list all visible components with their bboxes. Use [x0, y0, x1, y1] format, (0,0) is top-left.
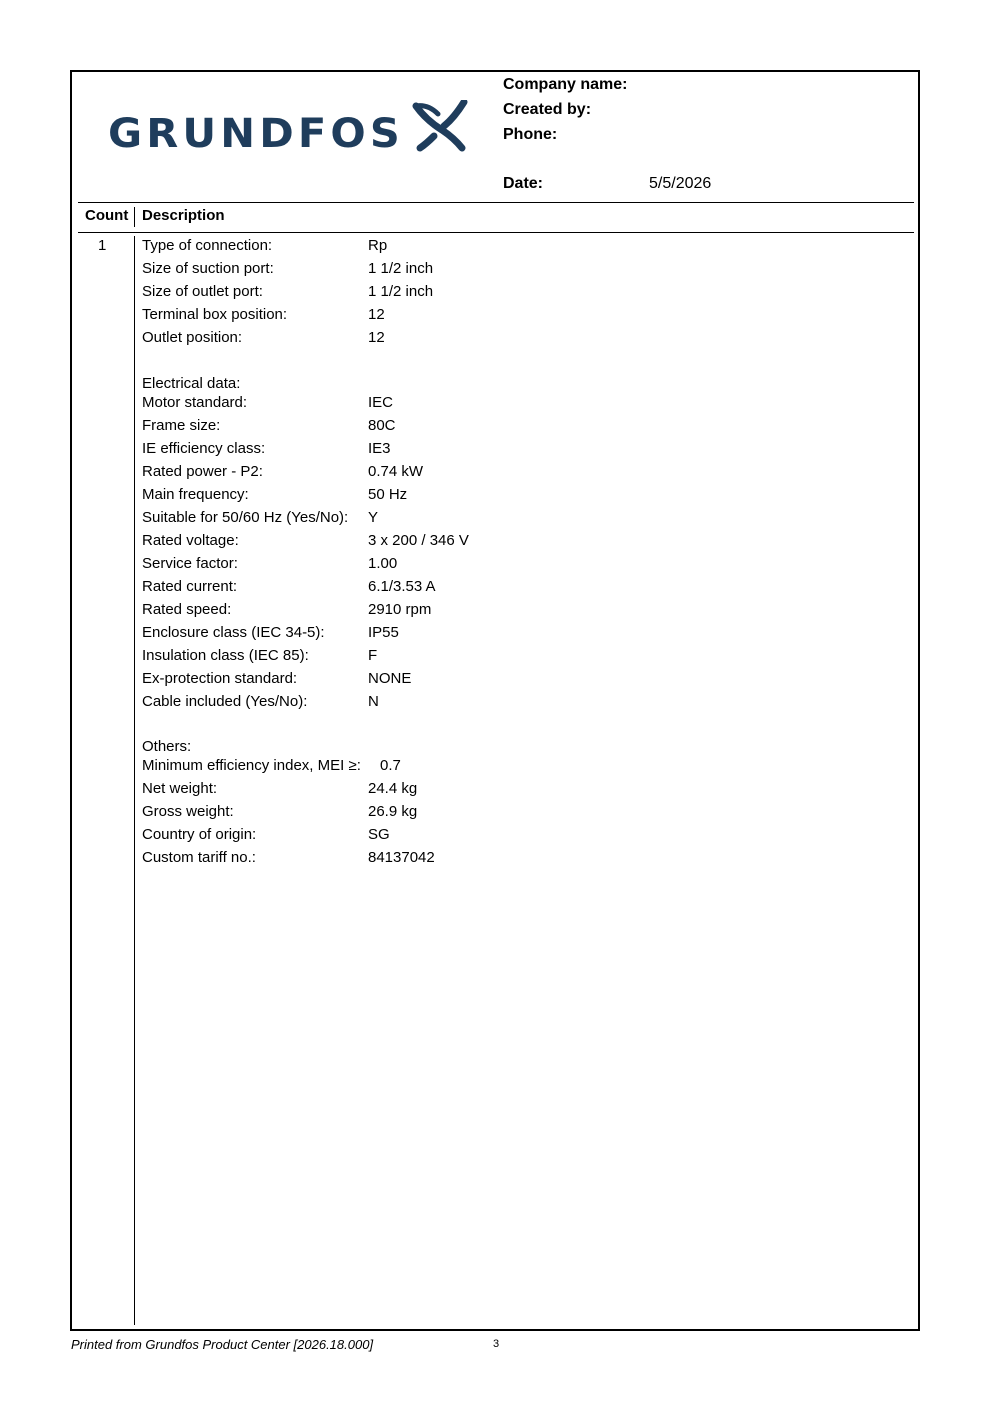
spec-label: Type of connection:: [142, 237, 273, 254]
spec-value: 1 1/2 inch: [368, 260, 434, 277]
date-value: 5/5/2026: [649, 175, 712, 192]
logo-x-symbol-icon: [416, 102, 464, 148]
spec-value: 6.1/3.53 A: [368, 578, 436, 595]
company-name-label: Company name:: [503, 76, 628, 93]
logo-wordmark: GRUNDFOS: [108, 111, 404, 154]
spec-value: Y: [368, 509, 379, 526]
count-column-header: Count: [85, 207, 129, 224]
spec-label: Insulation class (IEC 85):: [142, 647, 309, 664]
phone-label: Phone:: [503, 126, 558, 143]
spec-label: Cable included (Yes/No):: [142, 693, 308, 710]
spec-label: Rated current:: [142, 578, 238, 595]
spec-label: Rated voltage:: [142, 532, 239, 549]
spec-value: IE3: [368, 440, 391, 457]
table-header-divider: [78, 232, 914, 233]
spec-value: F: [368, 647, 378, 664]
spec-label: Size of suction port:: [142, 260, 274, 277]
spec-label: Minimum efficiency index, MEI ≥:: [142, 757, 361, 774]
spec-label: Service factor:: [142, 555, 238, 572]
spec-label: Ex-protection standard:: [142, 670, 298, 687]
created-by-label: Created by:: [503, 101, 592, 118]
description-column-header: Description: [142, 207, 225, 224]
spec-label: Size of outlet port:: [142, 283, 263, 300]
spec-label: Country of origin:: [142, 826, 257, 843]
spec-value: NONE: [368, 670, 412, 687]
spec-value: 3 x 200 / 346 V: [368, 532, 469, 549]
page-number: 3: [493, 1338, 500, 1350]
spec-value: 26.9 kg: [368, 803, 418, 820]
spec-label: Enclosure class (IEC 34-5):: [142, 624, 325, 641]
spec-label: Suitable for 50/60 Hz (Yes/No):: [142, 509, 349, 526]
spec-label: Frame size:: [142, 417, 221, 434]
spec-value: IEC: [368, 394, 394, 411]
spec-value: 50 Hz: [368, 486, 408, 503]
spec-label: Net weight:: [142, 780, 218, 797]
date-label: Date:: [503, 175, 544, 192]
spec-label: Terminal box position:: [142, 306, 288, 323]
spec-value: 80C: [368, 417, 396, 434]
others-section-title: Others:: [142, 738, 192, 755]
spec-value: 1 1/2 inch: [368, 283, 434, 300]
spec-label: Motor standard:: [142, 394, 248, 411]
column-separator: [134, 236, 135, 1325]
grundfos-logo: [108, 100, 468, 154]
spec-label: IE efficiency class:: [142, 440, 266, 457]
spec-label: Custom tariff no.:: [142, 849, 256, 866]
spec-value: 12: [368, 306, 385, 323]
spec-value: 1.00: [368, 555, 398, 572]
spec-value: 2910 rpm: [368, 601, 432, 618]
spec-value: 0.74 kW: [368, 463, 424, 480]
column-header-separator: [134, 207, 135, 227]
spec-value: IP55: [368, 624, 399, 641]
count-value: 1: [98, 237, 107, 254]
spec-value: N: [368, 693, 379, 710]
spec-label: Rated power - P2:: [142, 463, 263, 480]
spec-value: 84137042: [368, 849, 435, 866]
electrical-section-title: Electrical data:: [142, 375, 241, 392]
spec-value: 24.4 kg: [368, 780, 418, 797]
printed-from-footer: Printed from Grundfos Product Center [2026.18.000]: [71, 1337, 374, 1352]
spec-label: Rated speed:: [142, 601, 232, 618]
spec-value: SG: [368, 826, 390, 843]
spec-value: Rp: [368, 237, 388, 254]
spec-label: Gross weight:: [142, 803, 234, 820]
header-divider: [78, 202, 914, 203]
spec-value: 0.7: [380, 757, 401, 774]
spec-label: Main frequency:: [142, 486, 249, 503]
spec-value: 12: [368, 329, 385, 346]
spec-label: Outlet position:: [142, 329, 243, 346]
